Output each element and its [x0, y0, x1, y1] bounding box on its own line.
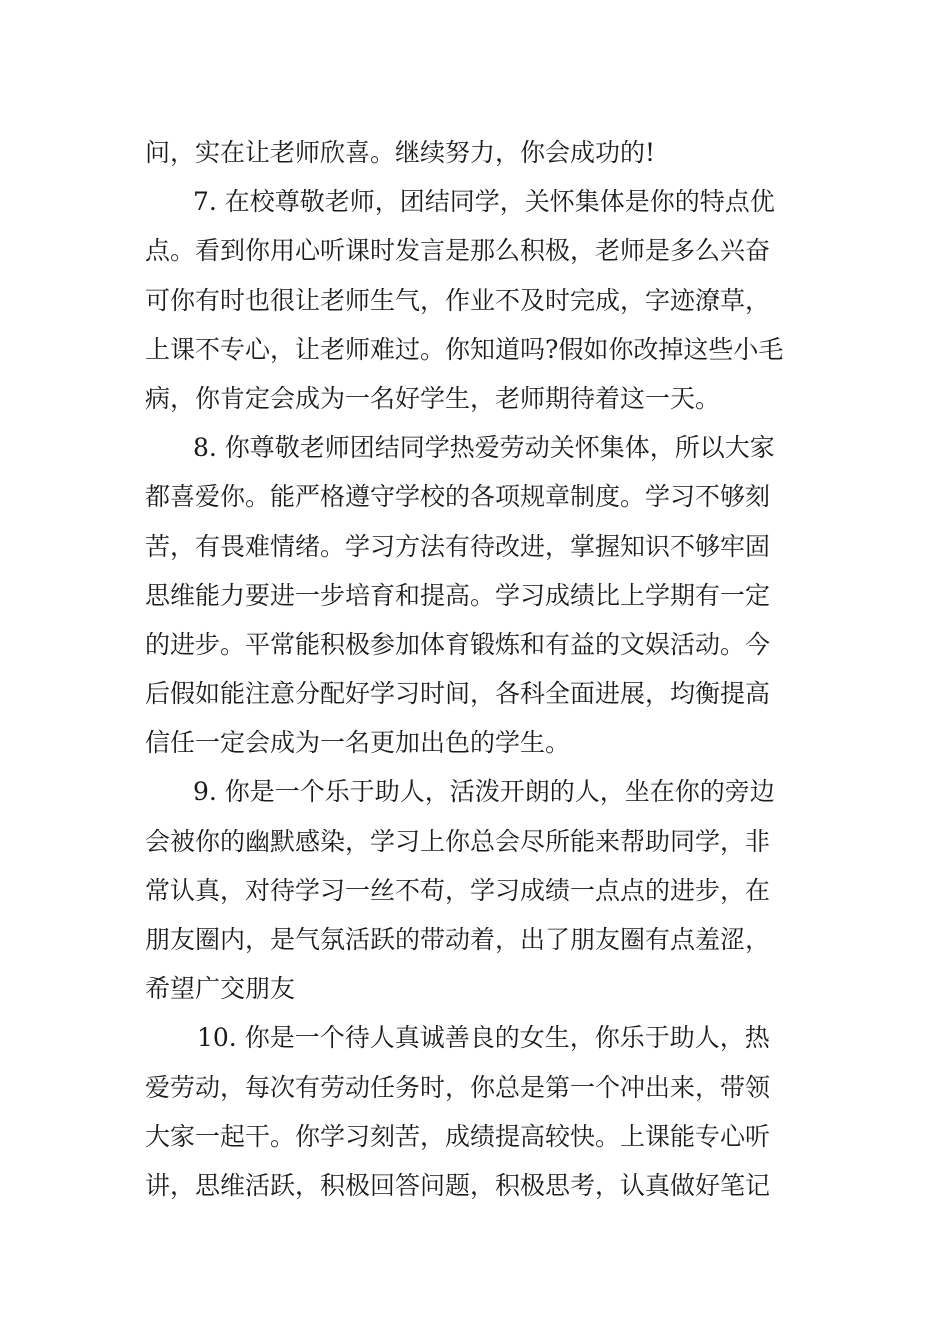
text-line: 8. 你尊敬老师团结同学热爱劳动关怀集体，所以大家	[193, 433, 775, 463]
body-text	[145, 128, 810, 1210]
text-line: 大家一起干。你学习刻苦，成绩提高较快。上课能专心听	[145, 1121, 771, 1151]
text-line: 问，实在让老师欣喜。继续努力，你会成功的!	[145, 138, 656, 167]
text-line: 都喜爱你。能严格遵守学校的各项规章制度。学习不够刻	[145, 482, 771, 512]
text-line: 病，你肯定会成为一名好学生，老师期待着这一天。	[145, 383, 721, 413]
text-line: 10. 你是一个待人真诚善良的女生，你乐于助人，热	[197, 1023, 770, 1053]
text-line: 上课不专心，让老师难过。你知道吗?假如你改掉这些小毛	[145, 334, 784, 364]
text-line: 思维能力要进一步培育和提高。学习成绩比上学期有一定	[145, 580, 771, 610]
text-line: 信任一定会成为一名更加出色的学生。	[145, 728, 571, 758]
text-line: 7. 在校尊敬老师，团结同学，关怀集体是你的特点优	[193, 187, 775, 217]
text-line: 可你有时也很让老师生气，作业不及时完成，字迹潦草，	[145, 285, 771, 315]
text-line: 讲，思维活跃，积极回答问题，积极思考，认真做好笔记	[145, 1170, 771, 1200]
text-line: 苦，有畏难情绪。学习方法有待改进，掌握知识不够牢固	[145, 531, 771, 561]
text-line: 会被你的幽默感染，学习上你总会尽所能来帮助同学，非	[145, 826, 771, 856]
text-line: 后假如能注意分配好学习时间，各科全面进展，均衡提高	[145, 679, 771, 709]
text-line: 9. 你是一个乐于助人，活泼开朗的人，坐在你的旁边	[193, 777, 775, 807]
text-line: 的进步。平常能积极参加体育锻炼和有益的文娱活动。今	[145, 629, 771, 659]
text-line: 朋友圈内，是气氛活跃的带动着，出了朋友圈有点羞涩，	[145, 925, 771, 954]
text-line: 常认真，对待学习一丝不苟，学习成绩一点点的进步，在	[145, 875, 771, 905]
text-line: 爱劳动，每次有劳动任务时，你总是第一个冲出来，带领	[145, 1072, 771, 1102]
text-line: 希望广交朋友	[145, 974, 296, 1004]
text-line: 点。看到你用心听课时发言是那么积极，老师是多么兴奋	[145, 236, 771, 266]
